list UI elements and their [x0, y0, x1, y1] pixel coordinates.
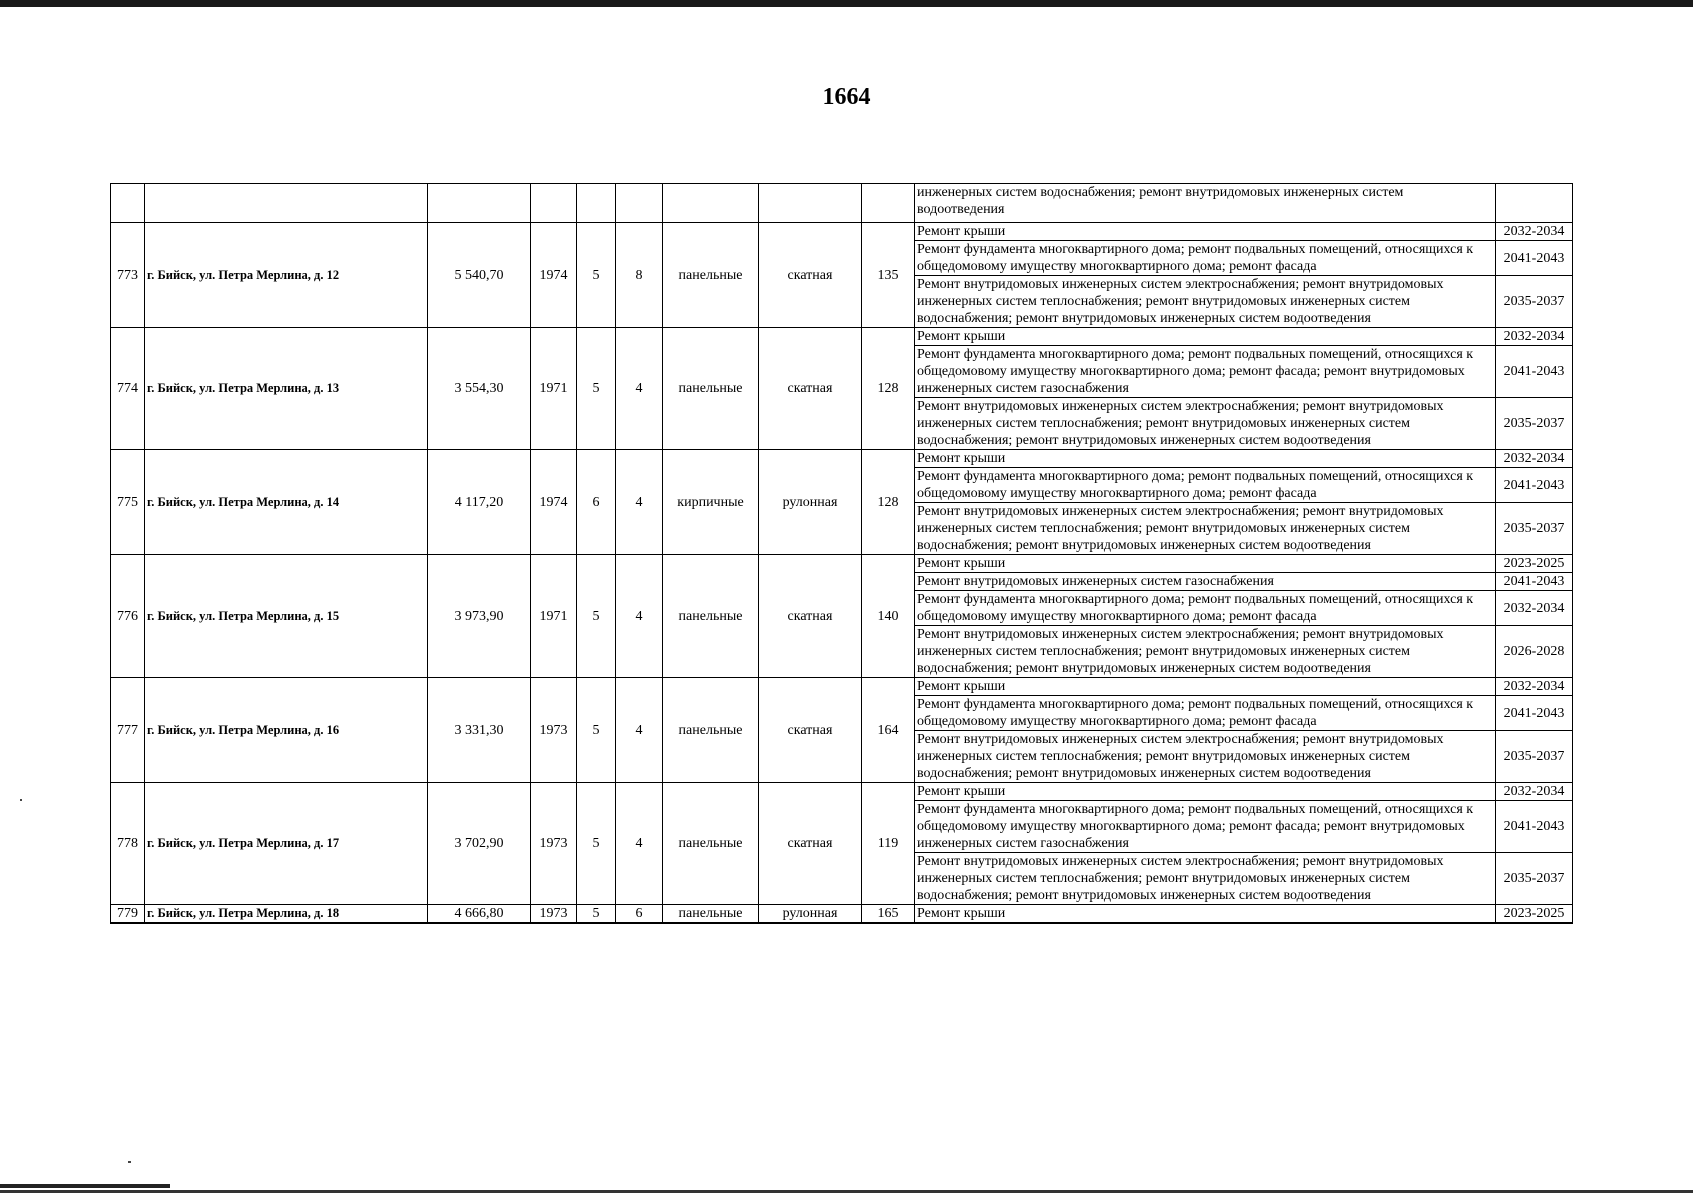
roof-type: скатная: [759, 783, 862, 905]
work-period: 2035-2037: [1496, 276, 1573, 328]
empty-cell: [663, 184, 759, 223]
work-period: 2035-2037: [1496, 398, 1573, 450]
work-description: Ремонт внутридомовых инженерных систем электроснабжения; ремонт внутридомовых инженерных систем теплоснабжения; ремонт внутридомовых инженерных систем водоснабжения; ремонт внутридомовых инженерных систем водоотведения: [915, 503, 1496, 555]
entrances-count: 6: [616, 905, 663, 924]
bottom-scan-border: [0, 1190, 1693, 1193]
work-description: инженерных систем водоснабжения; ремонт внутридомовых инженерных систем водоотведения: [915, 184, 1496, 223]
residents-count: 135: [862, 223, 915, 328]
scan-speck: [128, 1161, 131, 1163]
work-period: 2041-2043: [1496, 468, 1573, 503]
wall-material: панельные: [663, 223, 759, 328]
roof-type: скатная: [759, 555, 862, 678]
work-description: Ремонт внутридомовых инженерных систем газоснабжения: [915, 573, 1496, 591]
build-year: 1973: [531, 678, 577, 783]
total-area: 3 702,90: [428, 783, 531, 905]
address: г. Бийск, ул. Петра Мерлина, д. 13: [145, 328, 428, 450]
residents-count: 119: [862, 783, 915, 905]
building-row: [111, 783, 1573, 801]
address: г. Бийск, ул. Петра Мерлина, д. 18: [145, 905, 428, 924]
wall-material: панельные: [663, 678, 759, 783]
work-period: 2041-2043: [1496, 346, 1573, 398]
work-period: [1496, 184, 1573, 223]
row-number: 778: [111, 783, 145, 905]
floors-count: 5: [577, 678, 616, 783]
build-year: 1974: [531, 450, 577, 555]
build-year: 1974: [531, 223, 577, 328]
work-period: 2032-2034: [1496, 450, 1573, 468]
work-period: 2035-2037: [1496, 731, 1573, 783]
roof-type: скатная: [759, 678, 862, 783]
work-period: 2032-2034: [1496, 591, 1573, 626]
work-period: 2032-2034: [1496, 783, 1573, 801]
work-period: 2032-2034: [1496, 223, 1573, 241]
work-description: Ремонт крыши: [915, 223, 1496, 241]
residents-count: 128: [862, 328, 915, 450]
work-period: 2026-2028: [1496, 626, 1573, 678]
empty-cell: [577, 184, 616, 223]
housing-register-table: [110, 183, 1573, 924]
total-area: 3 973,90: [428, 555, 531, 678]
total-area: 3 331,30: [428, 678, 531, 783]
wall-material: панельные: [663, 905, 759, 924]
work-description: Ремонт внутридомовых инженерных систем электроснабжения; ремонт внутридомовых инженерных систем теплоснабжения; ремонт внутридомовых инженерных систем водоснабжения; ремонт внутридомовых инженерных систем водоотведения: [915, 626, 1496, 678]
scan-speck: [20, 799, 22, 801]
row-number: 776: [111, 555, 145, 678]
empty-cell: [531, 184, 577, 223]
row-number: 775: [111, 450, 145, 555]
build-year: 1973: [531, 783, 577, 905]
work-period: 2041-2043: [1496, 573, 1573, 591]
address: г. Бийск, ул. Петра Мерлина, д. 16: [145, 678, 428, 783]
work-description: Ремонт внутридомовых инженерных систем электроснабжения; ремонт внутридомовых инженерных систем теплоснабжения; ремонт внутридомовых инженерных систем водоснабжения; ремонт внутридомовых инженерных систем водоотведения: [915, 398, 1496, 450]
work-period: 2032-2034: [1496, 678, 1573, 696]
empty-cell: [428, 184, 531, 223]
row-number: 777: [111, 678, 145, 783]
work-period: 2023-2025: [1496, 555, 1573, 573]
carryover-row: [111, 184, 1573, 223]
work-description: Ремонт крыши: [915, 450, 1496, 468]
row-number: 774: [111, 328, 145, 450]
wall-material: панельные: [663, 783, 759, 905]
work-description: Ремонт фундамента многоквартирного дома; ремонт подвальных помещений, относящихся к общедомовому имуществу многоквартирного дома; ремонт фасада: [915, 241, 1496, 276]
work-period: 2023-2025: [1496, 905, 1573, 924]
work-description: Ремонт крыши: [915, 905, 1496, 924]
work-description: Ремонт фундамента многоквартирного дома; ремонт подвальных помещений, относящихся к общедомовому имуществу многоквартирного дома; ремонт фасада: [915, 696, 1496, 731]
floors-count: 5: [577, 783, 616, 905]
floors-count: 5: [577, 223, 616, 328]
empty-cell: [111, 184, 145, 223]
build-year: 1971: [531, 328, 577, 450]
total-area: 4 666,80: [428, 905, 531, 924]
building-row: [111, 223, 1573, 241]
work-description: Ремонт внутридомовых инженерных систем электроснабжения; ремонт внутридомовых инженерных систем теплоснабжения; ремонт внутридомовых инженерных систем водоснабжения; ремонт внутридомовых инженерных систем водоотведения: [915, 853, 1496, 905]
building-row: [111, 678, 1573, 696]
work-description: Ремонт фундамента многоквартирного дома; ремонт подвальных помещений, относящихся к общедомовому имуществу многоквартирного дома; ремонт фасада; ремонт внутридомовых инженерных систем газоснабжения: [915, 346, 1496, 398]
address: г. Бийск, ул. Петра Мерлина, д. 12: [145, 223, 428, 328]
wall-material: панельные: [663, 555, 759, 678]
roof-type: рулонная: [759, 450, 862, 555]
work-period: 2041-2043: [1496, 801, 1573, 853]
total-area: 3 554,30: [428, 328, 531, 450]
floors-count: 5: [577, 328, 616, 450]
address: г. Бийск, ул. Петра Мерлина, д. 14: [145, 450, 428, 555]
residents-count: 164: [862, 678, 915, 783]
residents-count: 128: [862, 450, 915, 555]
work-description: Ремонт внутридомовых инженерных систем электроснабжения; ремонт внутридомовых инженерных систем теплоснабжения; ремонт внутридомовых инженерных систем водоснабжения; ремонт внутридомовых инженерных систем водоотведения: [915, 731, 1496, 783]
roof-type: скатная: [759, 328, 862, 450]
work-period: 2041-2043: [1496, 696, 1573, 731]
entrances-count: 4: [616, 783, 663, 905]
floors-count: 5: [577, 905, 616, 924]
top-scan-border: [0, 0, 1693, 7]
residents-count: 165: [862, 905, 915, 924]
floors-count: 6: [577, 450, 616, 555]
entrances-count: 8: [616, 223, 663, 328]
table-body: [111, 184, 1573, 924]
work-description: Ремонт крыши: [915, 555, 1496, 573]
work-period: 2035-2037: [1496, 853, 1573, 905]
roof-type: скатная: [759, 223, 862, 328]
empty-cell: [145, 184, 428, 223]
total-area: 4 117,20: [428, 450, 531, 555]
building-row: [111, 905, 1573, 924]
work-description: Ремонт крыши: [915, 783, 1496, 801]
row-number: 773: [111, 223, 145, 328]
work-description: Ремонт фундамента многоквартирного дома; ремонт подвальных помещений, относящихся к общедомовому имуществу многоквартирного дома; ремонт фасада; ремонт внутридомовых инженерных систем газоснабжения: [915, 801, 1496, 853]
address: г. Бийск, ул. Петра Мерлина, д. 15: [145, 555, 428, 678]
entrances-count: 4: [616, 328, 663, 450]
total-area: 5 540,70: [428, 223, 531, 328]
work-description: Ремонт фундамента многоквартирного дома; ремонт подвальных помещений, относящихся к общедомовому имуществу многоквартирного дома; ремонт фасада: [915, 591, 1496, 626]
work-description: Ремонт крыши: [915, 678, 1496, 696]
build-year: 1971: [531, 555, 577, 678]
building-row: [111, 555, 1573, 573]
entrances-count: 4: [616, 450, 663, 555]
wall-material: панельные: [663, 328, 759, 450]
work-period: 2035-2037: [1496, 503, 1573, 555]
residents-count: 140: [862, 555, 915, 678]
entrances-count: 4: [616, 555, 663, 678]
work-period: 2041-2043: [1496, 241, 1573, 276]
floors-count: 5: [577, 555, 616, 678]
empty-cell: [759, 184, 862, 223]
build-year: 1973: [531, 905, 577, 924]
wall-material: кирпичные: [663, 450, 759, 555]
work-description: Ремонт внутридомовых инженерных систем электроснабжения; ремонт внутридомовых инженерных систем теплоснабжения; ремонт внутридомовых инженерных систем водоснабжения; ремонт внутридомовых инженерных систем водоотведения: [915, 276, 1496, 328]
building-row: [111, 450, 1573, 468]
entrances-count: 4: [616, 678, 663, 783]
empty-cell: [862, 184, 915, 223]
work-description: Ремонт фундамента многоквартирного дома; ремонт подвальных помещений, относящихся к общедомовому имуществу многоквартирного дома; ремонт фасада: [915, 468, 1496, 503]
address: г. Бийск, ул. Петра Мерлина, д. 17: [145, 783, 428, 905]
page-number: 1664: [822, 84, 871, 110]
bottom-scan-border-left: [0, 1184, 170, 1188]
empty-cell: [616, 184, 663, 223]
roof-type: рулонная: [759, 905, 862, 924]
row-number: 779: [111, 905, 145, 924]
work-period: 2032-2034: [1496, 328, 1573, 346]
work-description: Ремонт крыши: [915, 328, 1496, 346]
building-row: [111, 328, 1573, 346]
